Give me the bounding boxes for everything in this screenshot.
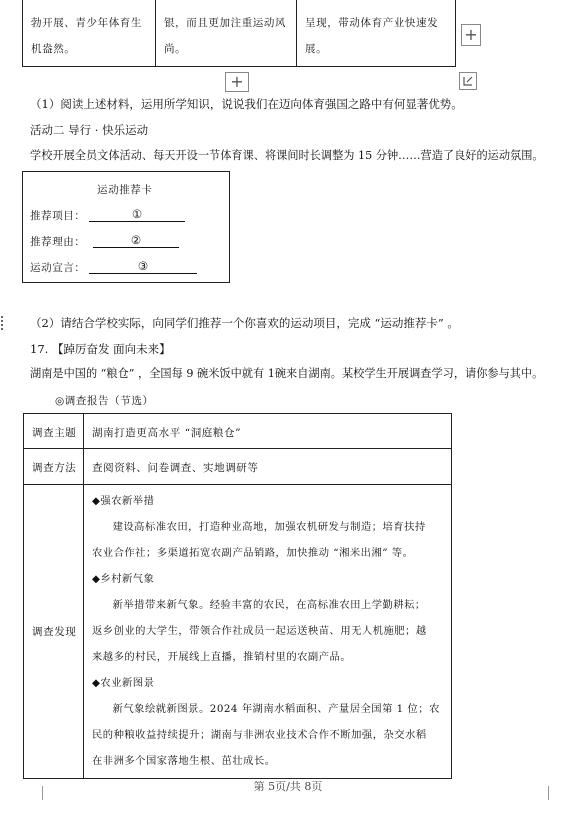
card-label-project: 推荐项目： bbox=[30, 210, 86, 222]
top-table-cell-1: 勃开展、青少年体育生机盎然。 bbox=[23, 0, 156, 66]
section-line: 农业合作社；多渠道拓宽农副产品销路，加快推动 “湘米出湘” 等。 bbox=[92, 547, 414, 559]
section-line: 在非洲多个国家落地生根、茁壮成长。 bbox=[92, 755, 276, 767]
top-table-cell-2: 银，而且更加注重运动风尚。 bbox=[156, 0, 297, 66]
activity-2-title: 活动二 导行 · 快乐运动 bbox=[30, 123, 149, 137]
finding-label: 调查发现 bbox=[32, 626, 77, 638]
section-heading: ◆农业新图景 bbox=[92, 677, 155, 689]
row-divider bbox=[24, 484, 451, 485]
recommendation-card bbox=[22, 171, 230, 283]
card-blank-1[interactable]: ① bbox=[89, 207, 185, 222]
section-heading: ◆强农新举措 bbox=[92, 495, 155, 507]
activity-2-text: 学校开展全员文体活动、每天开设一节体育课、将课间时长调整为 15 分钟……营造了良好的运动氛围。 bbox=[30, 149, 544, 162]
card-label-reason: 推荐理由： bbox=[30, 236, 86, 248]
theme-label: 调查主题 bbox=[32, 427, 77, 439]
theme-value: 湖南打造更高水平 “洞庭粮仓” bbox=[92, 427, 242, 439]
section-line: 来越多的村民，开展线上直播，推销村里的农副产品。 bbox=[92, 651, 352, 663]
question-2: （2）请结合学校实际，向同学们推荐一个你喜欢的运动项目，完成 “运动推荐卡” 。 bbox=[30, 316, 459, 330]
column-divider bbox=[83, 414, 84, 778]
method-label: 调查方法 bbox=[32, 462, 77, 474]
resize-table-handle[interactable] bbox=[459, 72, 477, 90]
top-table-cell-3: 呈现，带动体育产业快速发展。 bbox=[305, 17, 439, 55]
card-blank-2[interactable]: ② bbox=[93, 233, 179, 248]
findings-body bbox=[92, 488, 447, 774]
section-heading: ◆乡村新气象 bbox=[92, 573, 155, 585]
question-1: （1）阅读上述材料，运用所学知识，说说我们在迈向体育强国之路中有何显著优势。 bbox=[30, 97, 463, 111]
method-value: 查阅资料、问卷调查、实地调研等 bbox=[92, 462, 259, 474]
section-line: 建设高标准农田，打造种业高地，加强农机研发与制造；培育扶持 bbox=[112, 521, 426, 533]
card-label-slogan: 运动宣言： bbox=[30, 262, 86, 274]
top-table bbox=[22, 0, 456, 67]
section-line: 新举措带来新气象。经验丰富的农民，在高标准农田上学勤耕耘； bbox=[112, 599, 426, 611]
card-title: 运动推荐卡 bbox=[97, 184, 153, 196]
page-footer: 第 5页/共 8页 bbox=[253, 780, 323, 793]
question-17-title: 17. 【踔厉奋发 面向未来】 bbox=[30, 342, 171, 356]
section-line: 返乡创业的大学生，带领合作社成员一起运送秧苗、用无人机施肥；越 bbox=[92, 625, 427, 637]
row-divider bbox=[24, 448, 451, 449]
section-line: 新气象绘就新图景。2024 年湖南水稻面积、产量居全国第 1 位；农 bbox=[112, 703, 440, 715]
survey-table bbox=[23, 413, 452, 779]
question-17-text: 湖南是中国的 “粮仓” ，全国每 9 碗米饭中就有 1碗来自湖南。某校学生开展调查学习，请你参与其中。 bbox=[30, 367, 544, 380]
section-line: 民的种粮收益持续提升；湖南与非洲农业技术合作不断加强，杂交水稻 bbox=[92, 729, 427, 741]
report-caption: ◎调查报告（节选） bbox=[55, 395, 154, 407]
resize-icon bbox=[460, 73, 476, 89]
card-blank-3[interactable]: ③ bbox=[89, 259, 197, 274]
margin-marker bbox=[1, 316, 5, 330]
add-row-button[interactable]: + bbox=[225, 72, 249, 92]
add-column-button[interactable]: + bbox=[461, 24, 481, 46]
